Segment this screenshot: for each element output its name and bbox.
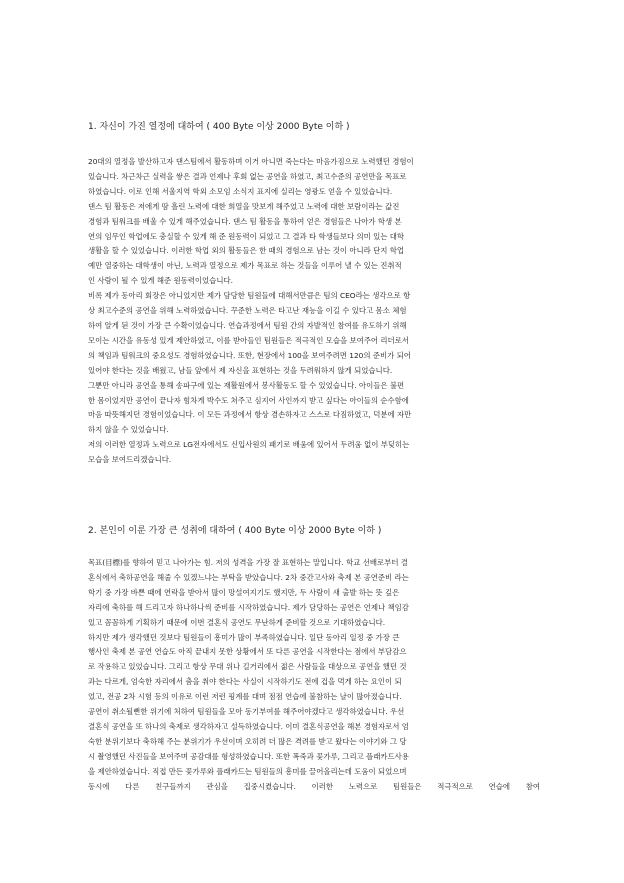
body-line: 의 책임과 팀워크의 중요성도 경험하였습니다. 또한, 현장에서 100을 보여주려면 120의 준비가 되어	[88, 350, 411, 360]
body-line: 하지만 제가 생각했던 것보다 팀원들이 흥미가 많이 부족하였습니다. 일단 동아리 일정 중 가장 큰	[88, 632, 400, 642]
section-heading: 1. 자신이 가진 열정에 대하여 ( 400 Byte 이상 2000 Byte 이하 )	[88, 122, 350, 132]
body-line: 결혼식 공연을 또 하나의 축제로 생각하자고 설득하였습니다. 이미 결혼식공연을 해본 경험자로서 엄	[88, 721, 409, 731]
section-passion	[88, 121, 540, 468]
body-line: 로 작용하고 있었습니다. 그리고 항상 무대 위나 길거리에서 젊은 사람들을 대상으로 공연을 했던 것	[88, 662, 407, 672]
body-line: 20대의 열정을 발산하고자 댄스팀에서 활동하며 이거 아니면 죽는다는 마음가짐으로 노력했던 경험이	[88, 157, 414, 166]
body-line: 하였습니다. 이로 인해 서울지역 학외 소모임 소식지 표지에 실리는 영광도 얻을 수 있었습니다.	[88, 186, 393, 196]
body-line: 있고 꼼꼼하게 기획하기 때문에 이번 결혼식 공연도 무난하게 준비할 것으로 기대하였습니다.	[88, 617, 386, 627]
body-line: 모습을 보여드리겠습니다.	[88, 455, 172, 465]
body-line: 한 몸이었지만 공연이 끝나자 힘차게 박수도 쳐주고 심지어 사인까지 받고 싶다는 아이들의 순수함에	[88, 395, 409, 405]
body-line: 있습니다. 차근차근 실력을 쌓은 결과 언제나 후회 없는 공연을 하였고, 최고수준의 공연만을 목표로	[88, 171, 407, 181]
body-line: 그뿐만 아니라 공연을 통해 송파구에 있는 재활원에서 봉사활동도 할 수 있었습니다. 아이들은 불편	[88, 380, 405, 390]
body-line: 을 제안하였습니다. 직접 만든 꽃가루와 플래카드는 팀원들의 흥미를 끌어올리는데 도움이 되었으며	[88, 766, 407, 776]
body-line: 마음 따뜻해지던 경험이었습니다. 이 모든 과정에서 항상 겸손하자고 스스로 다짐하였고, 덕분에 자만	[88, 410, 412, 420]
body-line: 학기 중 가장 바쁜 때에 연락을 받아서 많이 망설여지기도 했지만, 두 사람이 새 출발 하는 뜻 깊은	[88, 587, 400, 597]
body-line: 상 최고수준의 공연을 위해 노력하였습니다. 꾸준한 노력은 타고난 재능을 이길 수 있다고 몸소 체험	[88, 306, 407, 316]
body-line: 공연이 취소될뻔한 위기에 처하여 팀원들을 모아 동기부여를 해주어야겠다고 생각하였습니다. 우선	[88, 707, 405, 717]
body-line: 댄스 팀 활동은 저에게 땀 흘린 노력에 대한 희열을 맛보게 해주었고 노력에 대한 보람이라는 값진	[88, 201, 400, 211]
body-line: 연의 임무인 학업에도 충실할 수 있게 해 준 원동력이 되었고 그 결과 타 학생들보다 의미 있는 대학	[88, 231, 405, 241]
body-line: 행사인 축제 본 공연 연습도 아직 끝내지 못한 상황에서 또 다른 공연을 시작한다는 점에서 부담감으	[88, 647, 407, 657]
body-line: 생활을 할 수 있었습니다. 이러한 학업 외의 활동들은 한 때의 경험으로 남는 것이 아니라 단지 학업	[88, 246, 405, 256]
section-body	[88, 556, 540, 795]
body-line: 숙한 분위기보다 축하해 주는 분위기가 우선이며 오히려 더 많은 격려를 받고 왔다는 이야기와 그 당	[88, 736, 407, 746]
body-line: 자리에 축하를 해 드리고자 하나하나씩 준비를 시작하였습니다. 제가 담당하는 공연은 언제나 책임감	[88, 602, 409, 612]
body-line: 저의 이러한 열정과 노력으로 LG전자에서도 신입사원의 패기로 배움에 있어서 두려움 없이 부딪히는	[88, 440, 410, 450]
body-line: 인 사람이 될 수 있게 해준 원동력이었습니다.	[88, 276, 233, 286]
body-line: 었고, 전공 2차 시험 등의 이유로 이런 저런 핑계를 대며 점점 연습에 불참하는 날이 많아졌습니다.	[88, 692, 402, 702]
body-line: 과는 다르게, 엄숙한 자리에서 춤을 춰야 한다는 사실이 시작하기도 전에 겁을 먹게 하는 요인이 되	[88, 677, 402, 687]
body-line: 목표(目標)를 향하여 믿고 나아가는 힘. 저의 성격을 가장 잘 표현하는 말입니다. 학교 선배로부터 결	[88, 558, 408, 567]
body-line: 동시에 다른 친구들까지 관심을 집중시켰습니다. 이러한 노력으로 팀원들은 적극적으로 연습에 참여	[88, 781, 540, 791]
body-line: 하여 알게 된 것이 가장 큰 수확이었습니다. 연습과정에서 팀원 간의 자발적인 참여를 유도하기 위해	[88, 320, 407, 330]
section-heading: 2. 본인이 이룬 가장 큰 성취에 대하여 ( 400 Byte 이상 2000 Byte 이하 )	[88, 526, 382, 536]
section-achievement	[88, 525, 540, 795]
body-line: 시 촬영했던 사진들을 보여주며 공감대를 형성하였습니다. 또한 폭죽과 꽃가루, 그리고 플래카드사용	[88, 751, 409, 761]
body-line: 예만 열중하는 대학생이 아닌, 노력과 열정으로 제가 목표로 하는 것들을 이루어 낼 수 있는 진취적	[88, 261, 402, 271]
body-line: 하지 않을 수 있었습니다.	[88, 425, 169, 435]
body-line: 모이는 시간을 유동성 있게 제안하였고, 이를 받아들인 팀원들은 적극적인 모습을 보여주어 리더로서	[88, 335, 409, 345]
body-line: 있어야 한다는 것을 배웠고, 남들 앞에서 제 자신을 표현하는 것을 두려워하지 않게 되었습니다.	[88, 365, 393, 375]
body-line: 경험과 팀워크를 배울 수 있게 해주었습니다. 댄스 팀 활동을 통하여 얻은 경험들은 나아가 학생 본	[88, 216, 402, 226]
body-line: 비록 제가 동아리 회장은 아니었지만 제가 담당한 팀원들에 대해서만큼은 팀의 CEO라는 생각으로 항	[88, 291, 411, 301]
body-line: 혼식에서 축하공연을 해줄 수 있겠느냐는 부탁을 받았습니다. 2차 중간고사와 축제 본 공연준비 라는	[88, 572, 409, 582]
section-body	[88, 155, 540, 468]
